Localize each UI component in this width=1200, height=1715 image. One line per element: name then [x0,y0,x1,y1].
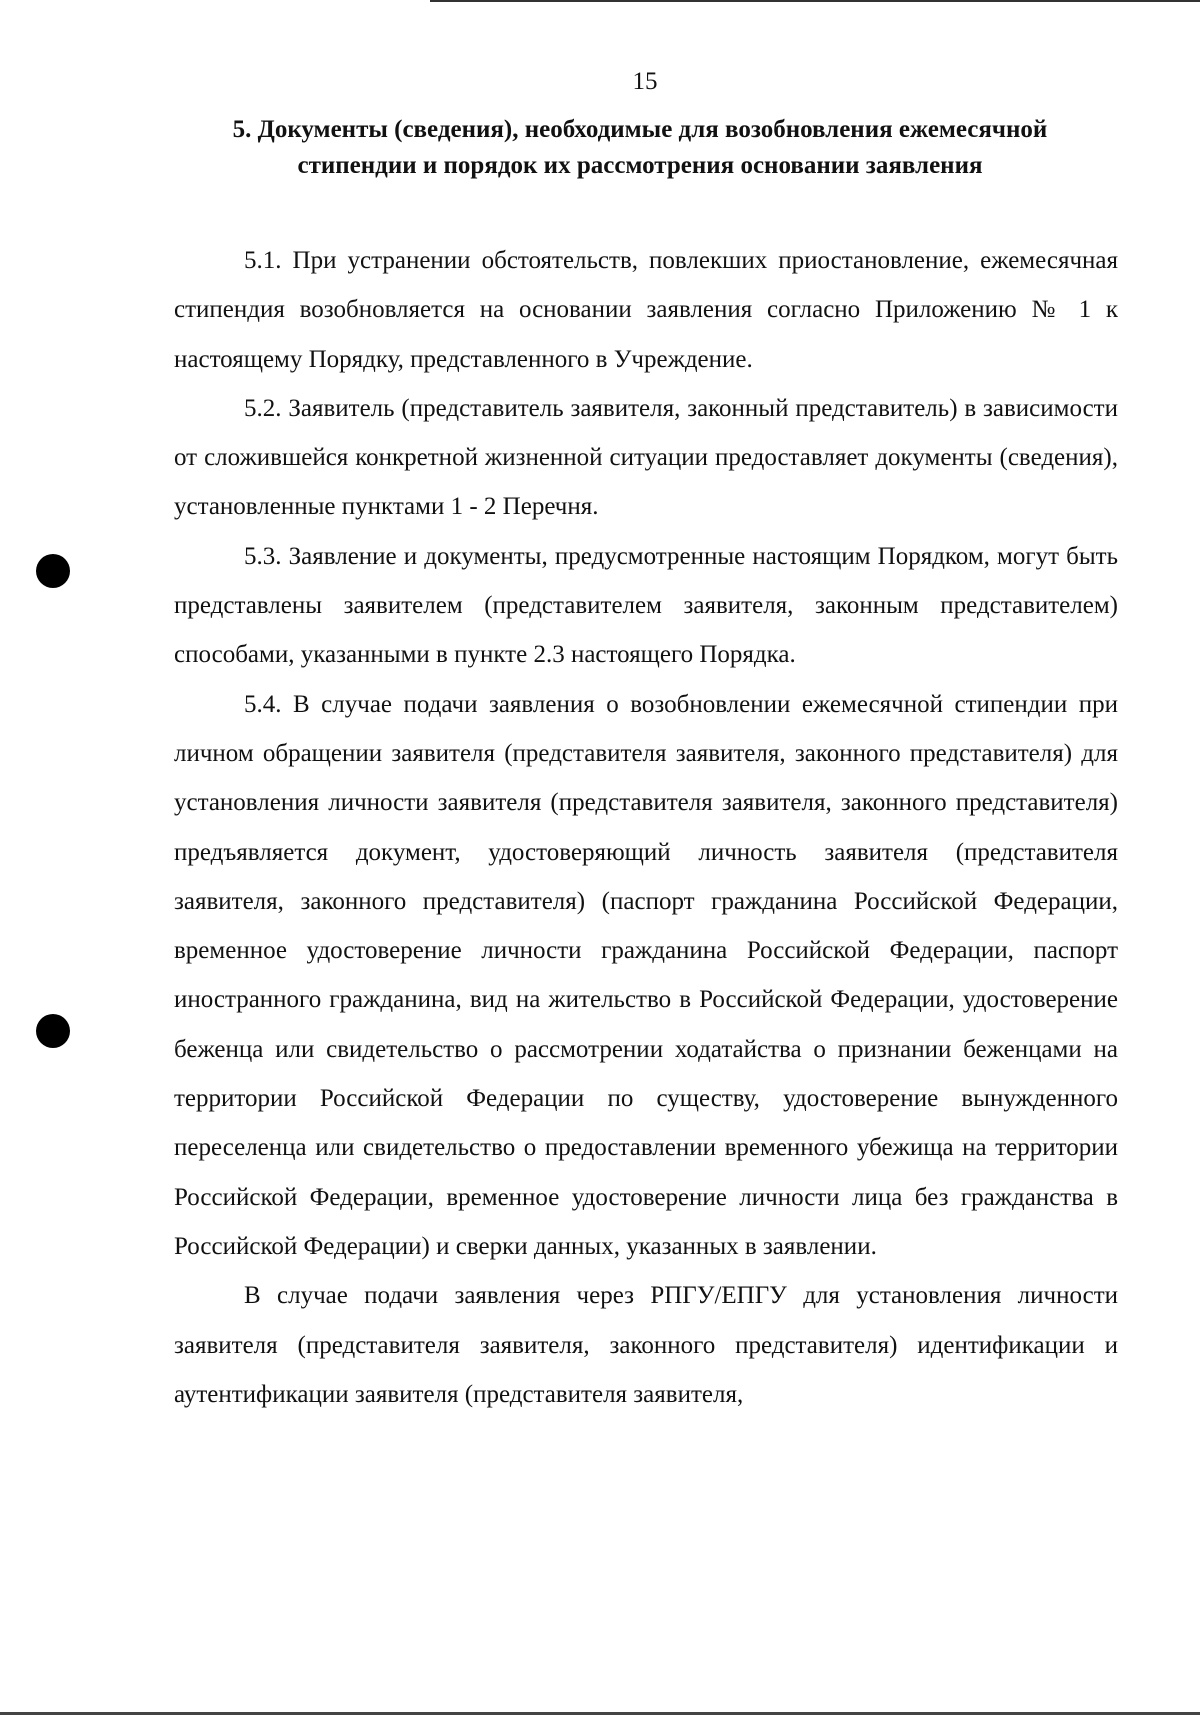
paragraph-5-2: 5.2. Заявитель (представитель заявителя, законный представитель) в зависимости от сложившейся конкретной жизненной ситуации предоставляет документы (сведения), установленные пунктами 1 - 2 Перечня. [174,394,1118,521]
paragraph-5-4: 5.4. В случае подачи заявления о возобновлении ежемесячной стипендии при личном обращении заявителя (представителя заявителя, законного представителя) для установления личности заявителя (представителя заявителя, законного представителя) предъявляется документ, удостоверяющий личность заявителя (представителя заявителя, законного представителя) (паспорт гражданина Российской Федерации, временное удостоверение личности гражданина Российской Федерации, паспорт иностранного гражданина, вид на жительство в Российской Федерации, удостоверение беженца или свидетельство о рассмотрении ходатайства о признании беженцами на территории Российской Федерации по существу, удостоверение вынужденного переселенца или свидетельство о предоставлении временного убежища на территории Российской Федерации, временное удостоверение личности лица без гражданства в Российской Федерации) и сверки данных, указанных в заявлении. [174,690,1118,1260]
paragraph-5-1: 5.1. При устранении обстоятельств, повлекших приостановление, ежемесячная стипендия возобновляется на основании заявления согласно Приложению № 1 к настоящему Порядку, представленного в Учреждение. [174,247,1118,373]
paragraph-5-3: 5.3. Заявление и документы, предусмотренные настоящим Порядком, могут быть представлены заявителем (представителем заявителя, законным представителем) способами, указанными в пункте 2.3 настоящего Порядка. [174,542,1118,669]
page-number: 15 [632,68,658,95]
punch-hole-mark [36,1014,70,1048]
punch-hole-mark [36,554,70,588]
section-heading: 5. Документы (сведения), необходимые для возобновления ежемесячной стипендии и порядок их рассмотрения основании заявления [232,116,1048,179]
paragraph-rpgu: В случае подачи заявления через РПГУ/ЕПГУ для установления личности заявителя (представителя заявителя, законного представителя) идентификации и аутентификации заявителя (представителя заявителя, [174,1282,1118,1408]
top-edge-line [430,0,1200,2]
document-body [174,236,1118,1419]
